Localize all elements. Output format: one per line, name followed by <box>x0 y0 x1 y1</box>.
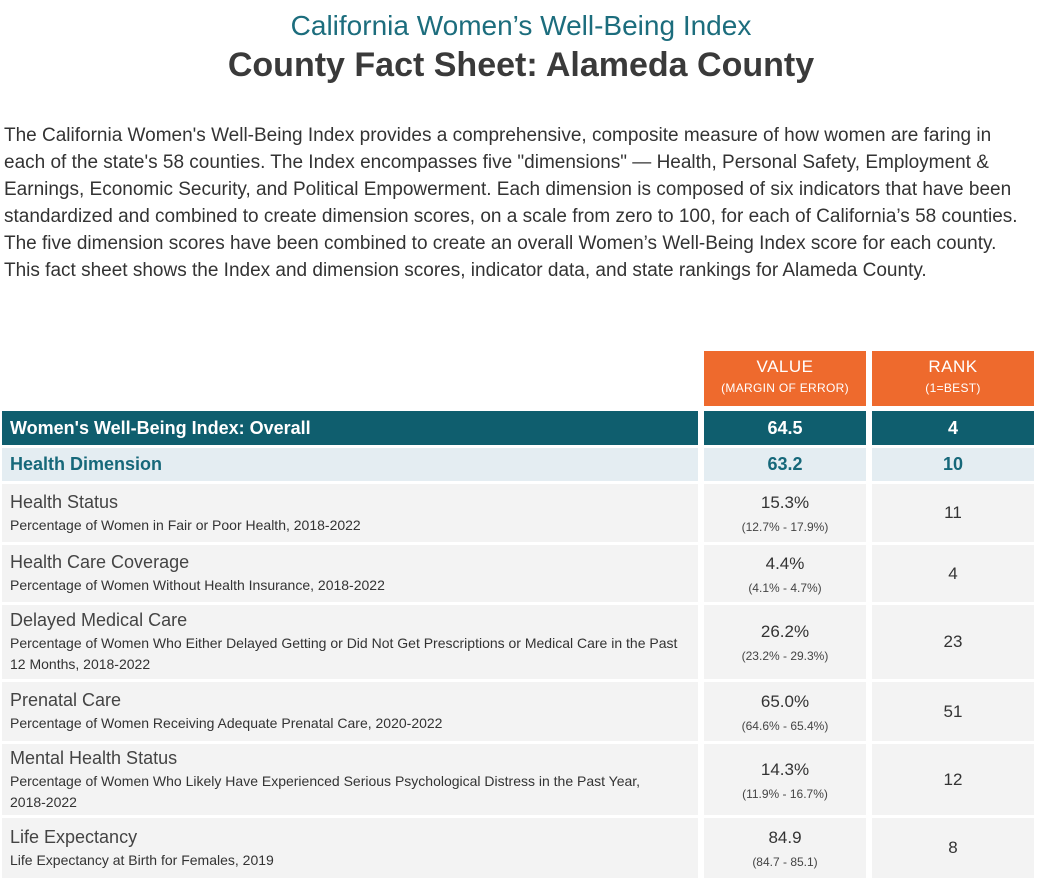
indicator-value: 14.3% <box>760 759 810 779</box>
table-row <box>0 484 1042 542</box>
indicator-rank-cell <box>872 682 1034 741</box>
indicator-description: Percentage of Women Receiving Adequate Prenatal Care, 2020-2022 <box>10 715 443 731</box>
value-header-sublabel: (MARGIN OF ERROR) <box>721 381 849 395</box>
indicator-margin-of-error: (4.1% - 4.7%) <box>748 580 822 595</box>
indicator-value: 15.3% <box>760 493 810 512</box>
indicator-label-cell <box>2 818 698 878</box>
indicator-rank: 11 <box>944 503 962 522</box>
indicator-label-cell <box>2 605 698 679</box>
indicator-value-cell <box>704 484 866 542</box>
indicator-rank-cell <box>872 744 1034 815</box>
indicator-name: Prenatal Care <box>10 690 122 710</box>
overall-index-row <box>0 411 1042 445</box>
rank-column-header <box>872 351 1034 406</box>
indicator-name: Mental Health Status <box>10 747 178 768</box>
indicator-value: 4.4% <box>765 553 805 573</box>
rank-header-sublabel: (1=BEST) <box>925 381 981 395</box>
indicator-rank: 23 <box>943 632 963 651</box>
indicator-value: 26.2% <box>760 622 810 641</box>
table-row <box>0 818 1042 878</box>
indicator-rank: 8 <box>948 838 958 857</box>
intro-paragraph: The California Women's Well-Being Index provides a comprehensive, composite measure of how women are faring in each of the state's 58 counties. The Index encompasses five "dimensions" — Health, Personal Safety, Employment & Earnings, Economic Security, and Political Empowerment. Each dimension is composed of six indicators that have been standardized and combined to create dimension scores, on a scale from zero to 100, for each of California’s 58 counties. The five dimension scores have been combined to create an overall Women’s Well-Being Index score for each county. This fact sheet shows the Index and dimension scores, indicator data, and state rankings for Alameda County. <box>4 125 1018 281</box>
overall-value: 64.5 <box>704 411 866 445</box>
dimension-label: Health Dimension <box>2 448 698 481</box>
indicator-description: Percentage of Women Without Health Insurance, 2018-2022 <box>10 577 385 593</box>
indicator-label-cell <box>2 682 698 741</box>
indicator-rank: 51 <box>943 701 963 721</box>
indicator-name: Health Status <box>10 491 119 512</box>
indicator-value-cell <box>704 605 866 679</box>
indicator-value: 65.0% <box>760 691 810 711</box>
indicator-description: Percentage of Women in Fair or Poor Health, 2018-2022 <box>10 516 361 533</box>
indicator-rank: 12 <box>943 769 963 789</box>
value-header-label: VALUE <box>756 357 814 376</box>
overall-label: Women's Well-Being Index: Overall <box>2 411 698 445</box>
indicator-description: Percentage of Women Who Either Delayed Getting or Did Not Get Prescriptions or Medical Care in the Past 12 Months, 2018-2022 <box>10 635 678 672</box>
index-title: California Women’s Well-Being Index <box>290 10 752 41</box>
indicator-value-cell <box>704 682 866 741</box>
indicator-label-cell <box>2 744 698 815</box>
indicator-label-cell <box>2 484 698 542</box>
indicator-description: Percentage of Women Who Likely Have Experienced Serious Psychological Distress in the Past Year, 2018-2022 <box>10 772 641 810</box>
indicator-rank: 4 <box>948 563 958 583</box>
indicator-name: Life Expectancy <box>10 826 138 847</box>
overall-rank: 4 <box>872 411 1034 445</box>
rank-header-label: RANK <box>928 357 978 376</box>
indicator-value-cell <box>704 545 866 602</box>
table-row <box>0 682 1042 741</box>
indicator-value-cell <box>704 744 866 815</box>
indicator-description: Life Expectancy at Birth for Females, 2019 <box>10 851 274 868</box>
indicator-label-cell <box>2 545 698 602</box>
indicator-rank-cell <box>872 545 1034 602</box>
table-row <box>0 545 1042 602</box>
indicator-rank-cell <box>872 818 1034 878</box>
indicator-value-cell <box>704 818 866 878</box>
value-column-header <box>704 351 866 406</box>
table-row <box>0 744 1042 815</box>
fact-sheet-title: County Fact Sheet: Alameda County <box>227 46 815 84</box>
indicator-margin-of-error: (23.2% - 29.3%) <box>741 649 829 663</box>
table-row <box>0 605 1042 679</box>
indicator-rank-cell <box>872 605 1034 679</box>
indicator-margin-of-error: (12.7% - 17.9%) <box>741 520 829 534</box>
health-dimension-row <box>0 448 1042 481</box>
indicator-margin-of-error: (84.7 - 85.1) <box>752 855 818 869</box>
indicator-margin-of-error: (64.6% - 65.4%) <box>741 718 829 733</box>
indicator-name: Health Care Coverage <box>10 552 190 572</box>
dimension-value: 63.2 <box>704 448 866 481</box>
indicator-name: Delayed Medical Care <box>10 610 188 630</box>
indicator-margin-of-error: (11.9% - 16.7%) <box>742 786 828 801</box>
indicator-value: 84.9 <box>768 828 802 847</box>
dimension-rank: 10 <box>872 448 1034 481</box>
indicator-rank-cell <box>872 484 1034 542</box>
